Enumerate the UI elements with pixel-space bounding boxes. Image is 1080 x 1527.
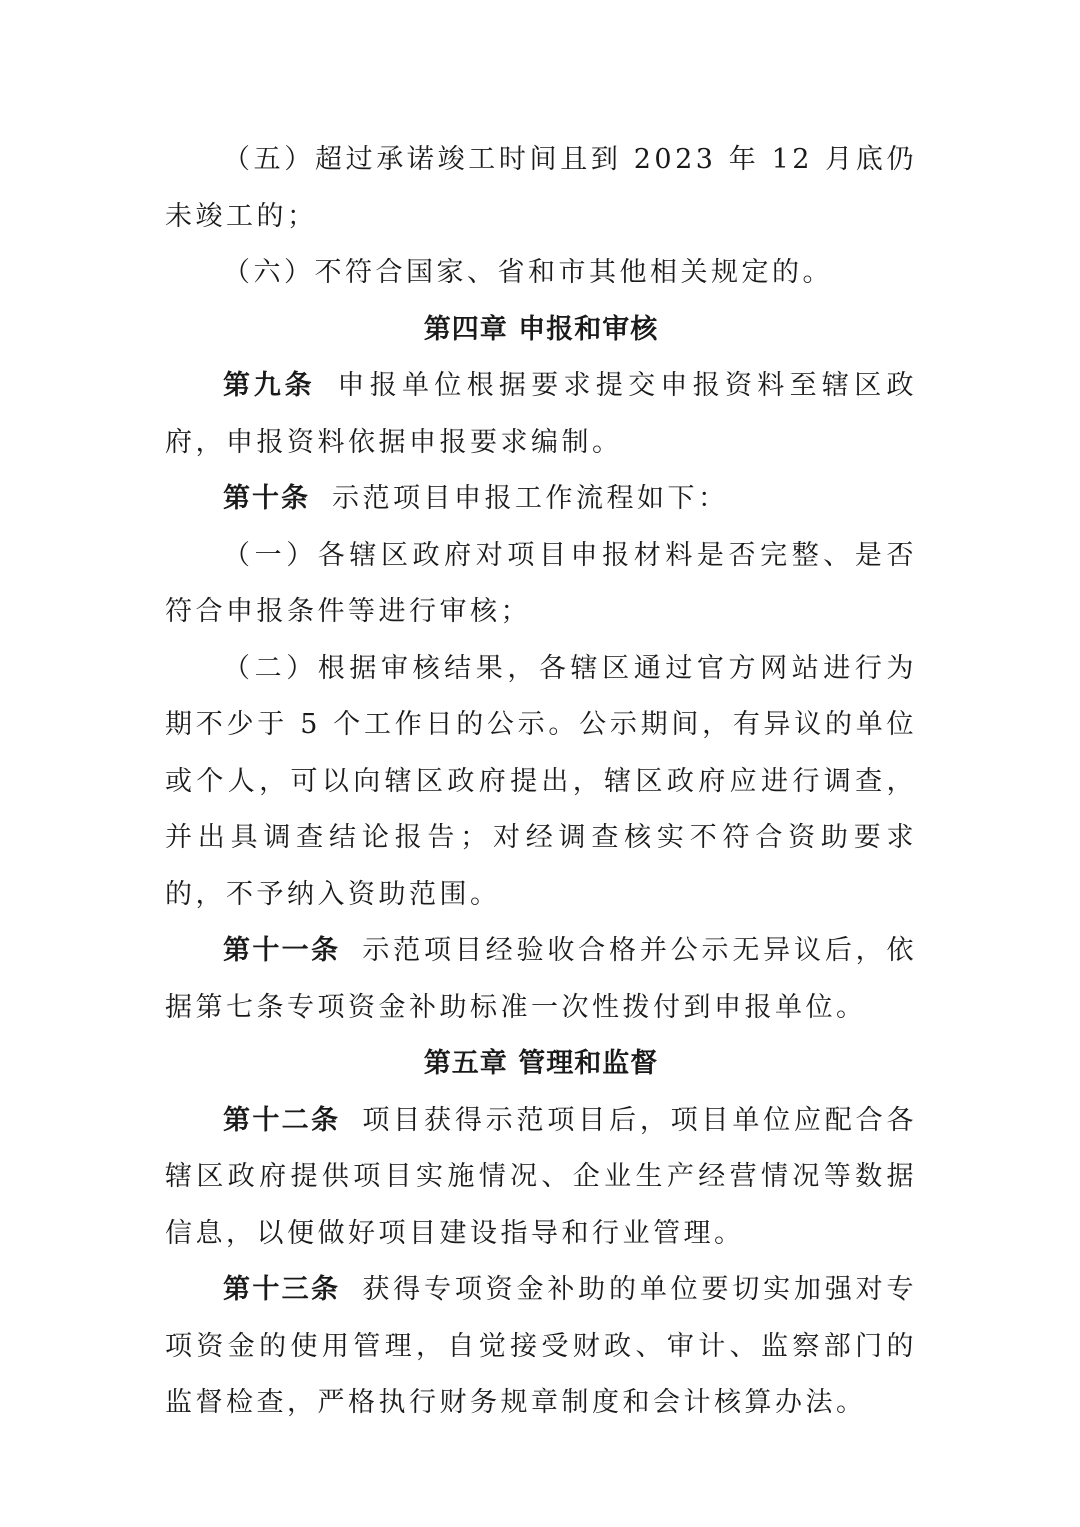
clause-one: （一）各辖区政府对项目申报材料是否完整、是否符合申报条件等进行审核； (165, 539, 917, 627)
clause-five: （五）超过承诺竣工时间且到 2023 年 12 月底仍未竣工的； (165, 144, 917, 232)
article-nine-text: 申报单位根据要求提交申报资料至辖区政府，申报资料依据申报要求编制。 (165, 370, 918, 458)
article-eleven-text: 示范项目经验收合格并公示无异议后，依据第七条专项资金补助标准一次性拨付到申报单位。 (165, 935, 918, 1023)
article-ten-number: 第十条 (223, 483, 310, 514)
chapter-four-title: 第四章 申报和审核 (423, 313, 659, 345)
document-body (165, 132, 917, 1432)
article-nine-number: 第九条 (223, 370, 316, 401)
article-twelve (165, 1093, 917, 1263)
article-thirteen-number: 第十三条 (223, 1274, 341, 1305)
article-twelve-number: 第十二条 (223, 1104, 341, 1136)
clause-two: （二）根据审核结果，各辖区通过官方网站进行为期不少于 5 个工作日的公示。公示期间，有异议的单位或个人，可以向辖区政府提出，辖区政府应进行调查，并出具调查结论报告；对经调查核实不符合资助要求的，不予纳入资助范围。 (165, 652, 917, 910)
article-eleven (165, 923, 917, 1036)
article-nine (165, 358, 917, 471)
article-thirteen-text: 获得专项资金补助的单位要切实加强对专项资金的使用管理，自觉接受财政、审计、监察部门的监督检查，严格执行财务规章制度和会计核算办法。 (165, 1274, 918, 1418)
article-ten (165, 471, 917, 528)
article-ten-text: 示范项目申报工作流程如下： (332, 483, 729, 514)
clause-six: （六）不符合国家、省和市其他相关规定的。 (223, 257, 833, 288)
article-thirteen (165, 1262, 917, 1432)
article-twelve-text: 项目获得示范项目后，项目单位应配合各辖区政府提供项目实施情况、企业生产经营情况等数据信息，以便做好项目建设指导和行业管理。 (165, 1104, 918, 1249)
article-eleven-number: 第十一条 (223, 935, 341, 966)
chapter-five-title: 第五章 管理和监督 (423, 1048, 659, 1079)
